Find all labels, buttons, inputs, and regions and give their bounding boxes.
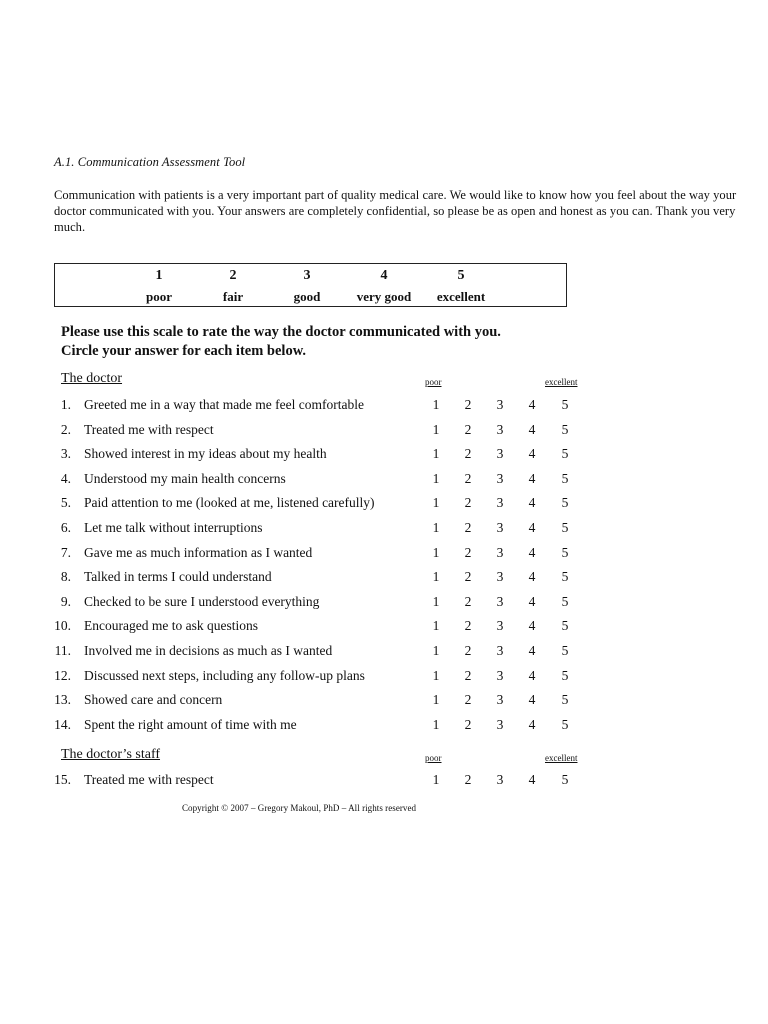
rating-option-3[interactable]: 3 xyxy=(496,446,504,462)
rating-option-1[interactable]: 1 xyxy=(432,667,440,683)
rating-option-3[interactable]: 3 xyxy=(496,397,504,412)
rating-option-4[interactable]: 4 xyxy=(528,569,536,585)
question-text: Talked in terms I could understand xyxy=(84,569,272,585)
rating-option-2[interactable]: 2 xyxy=(464,421,472,437)
rating-option-1[interactable]: 1 xyxy=(432,544,440,560)
section-title: The doctor xyxy=(61,371,123,386)
rating-option-3[interactable]: 3 xyxy=(496,593,504,609)
question-row xyxy=(0,569,768,589)
question-text: Paid attention to me (looked at me, listened carefully) xyxy=(84,495,375,511)
question-text: Understood my main health concerns xyxy=(84,470,286,486)
rating-option-5[interactable]: 5 xyxy=(561,643,569,658)
question-row xyxy=(0,643,768,663)
question-number: 3. xyxy=(60,446,71,462)
rating-option-4[interactable]: 4 xyxy=(528,470,536,486)
instruction-line-2: Circle your answer for each item below. xyxy=(61,343,306,359)
rating-option-1[interactable]: 1 xyxy=(432,470,440,486)
question-number: 6. xyxy=(60,520,71,535)
question-number: 8. xyxy=(60,569,71,585)
question-row xyxy=(0,520,768,540)
rating-option-1[interactable]: 1 xyxy=(432,716,440,732)
rating-option-4[interactable]: 4 xyxy=(528,544,536,560)
rating-option-1[interactable]: 1 xyxy=(432,421,440,437)
scale-value: 4 xyxy=(380,268,388,283)
question-text: Encouraged me to ask questions xyxy=(84,618,258,634)
rating-option-4[interactable]: 4 xyxy=(528,667,536,683)
scale-label: very good xyxy=(356,289,412,304)
rating-option-4[interactable]: 4 xyxy=(528,495,536,511)
question-row xyxy=(0,772,768,792)
scale-value: 5 xyxy=(457,268,465,283)
scale-label: good xyxy=(293,289,321,304)
rating-option-2[interactable]: 2 xyxy=(464,495,472,511)
question-number: 7. xyxy=(60,544,71,560)
question-number: 1. xyxy=(60,397,71,412)
rating-option-2[interactable]: 2 xyxy=(464,470,472,486)
rating-option-3[interactable]: 3 xyxy=(496,569,504,585)
rating-option-1[interactable]: 1 xyxy=(432,692,440,708)
question-number: 13. xyxy=(54,692,71,708)
rating-option-5[interactable]: 5 xyxy=(561,772,569,787)
poor-column-label: poor xyxy=(425,753,442,763)
rating-option-3[interactable]: 3 xyxy=(496,692,504,708)
question-text: Checked to be sure I understood everything xyxy=(84,593,320,609)
rating-option-1[interactable]: 1 xyxy=(432,569,440,585)
question-text: Spent the right amount of time with me xyxy=(84,716,297,732)
question-row xyxy=(0,422,768,442)
question-text: Gave me as much information as I wanted xyxy=(84,544,313,560)
rating-option-1[interactable]: 1 xyxy=(432,618,440,634)
rating-option-4[interactable]: 4 xyxy=(528,716,536,732)
rating-option-5[interactable]: 5 xyxy=(561,397,569,412)
rating-option-5[interactable]: 5 xyxy=(561,421,569,437)
rating-option-4[interactable]: 4 xyxy=(528,772,536,787)
question-text: Showed care and concern xyxy=(84,692,223,708)
rating-option-1[interactable]: 1 xyxy=(432,495,440,511)
question-row xyxy=(0,668,768,688)
question-text: Treated me with respect xyxy=(84,772,214,787)
rating-option-4[interactable]: 4 xyxy=(528,520,536,535)
question-row xyxy=(0,545,768,565)
rating-option-2[interactable]: 2 xyxy=(464,446,472,462)
rating-option-2[interactable]: 2 xyxy=(464,618,472,634)
rating-option-1[interactable]: 1 xyxy=(432,593,440,609)
rating-option-3[interactable]: 3 xyxy=(496,470,504,486)
question-text: Discussed next steps, including any follow-up plans xyxy=(84,667,365,683)
question-row xyxy=(0,618,768,638)
question-text: Showed interest in my ideas about my health xyxy=(84,446,327,462)
rating-option-3[interactable]: 3 xyxy=(496,520,504,535)
instruction-line-1: Please use this scale to rate the way the doctor communicated with you. xyxy=(61,324,501,340)
rating-option-1[interactable]: 1 xyxy=(432,643,440,658)
rating-option-2[interactable]: 2 xyxy=(464,692,472,708)
question-row xyxy=(0,397,768,417)
intro-paragraph: Communication with patients is a very important part of quality medical care. We would like to know how you feel about the way your doctor communicated with you. Your answers are completely confidential, so please be as open and honest as you can. Thank you very much. xyxy=(54,188,737,234)
scale-value: 1 xyxy=(155,268,163,283)
rating-option-5[interactable]: 5 xyxy=(561,716,569,732)
rating-option-4[interactable]: 4 xyxy=(528,643,536,658)
rating-option-3[interactable]: 3 xyxy=(496,667,504,683)
rating-option-5[interactable]: 5 xyxy=(561,618,569,634)
question-number: 9. xyxy=(60,593,71,609)
question-number: 12. xyxy=(54,667,71,683)
rating-option-2[interactable]: 2 xyxy=(464,569,472,585)
rating-option-4[interactable]: 4 xyxy=(528,421,536,437)
rating-option-1[interactable]: 1 xyxy=(432,520,440,535)
rating-option-5[interactable]: 5 xyxy=(561,470,569,486)
excellent-column-label: excellent xyxy=(545,753,578,763)
rating-option-3[interactable]: 3 xyxy=(496,495,504,511)
question-row xyxy=(0,495,768,515)
instructions xyxy=(61,323,501,361)
question-text: Let me talk without interruptions xyxy=(84,520,263,535)
rating-option-4[interactable]: 4 xyxy=(528,397,536,412)
rating-option-5[interactable]: 5 xyxy=(561,495,569,511)
question-row xyxy=(0,717,768,737)
question-text: Greeted me in a way that made me feel comfortable xyxy=(84,397,364,412)
question-number: 14. xyxy=(54,716,71,732)
rating-option-3[interactable]: 3 xyxy=(496,716,504,732)
rating-option-5[interactable]: 5 xyxy=(561,667,569,683)
rating-option-2[interactable]: 2 xyxy=(464,643,472,658)
question-number: 5. xyxy=(60,495,71,511)
question-number: 4. xyxy=(60,470,71,486)
rating-option-3[interactable]: 3 xyxy=(496,421,504,437)
rating-option-5[interactable]: 5 xyxy=(561,569,569,585)
question-row xyxy=(0,471,768,491)
question-number: 2. xyxy=(60,421,71,437)
section-title: The doctor’s staff xyxy=(61,747,161,762)
rating-option-3[interactable]: 3 xyxy=(496,544,504,560)
rating-scale-legend xyxy=(54,263,567,307)
rating-option-4[interactable]: 4 xyxy=(528,446,536,462)
rating-option-2[interactable]: 2 xyxy=(464,772,472,787)
rating-option-3[interactable]: 3 xyxy=(496,772,504,787)
rating-option-3[interactable]: 3 xyxy=(496,643,504,658)
scale-value: 2 xyxy=(229,268,237,283)
scale-label: excellent xyxy=(436,289,486,304)
scale-label: fair xyxy=(222,289,244,304)
document-heading: A.1. Communication Assessment Tool xyxy=(54,155,246,169)
excellent-column-label: excellent xyxy=(545,377,578,387)
question-number: 11. xyxy=(54,643,71,658)
rating-option-5[interactable]: 5 xyxy=(561,593,569,609)
rating-option-2[interactable]: 2 xyxy=(464,397,472,412)
rating-option-2[interactable]: 2 xyxy=(464,520,472,535)
rating-option-4[interactable]: 4 xyxy=(528,593,536,609)
poor-column-label: poor xyxy=(425,377,442,387)
rating-option-5[interactable]: 5 xyxy=(561,544,569,560)
question-text: Involved me in decisions as much as I wanted xyxy=(84,643,333,658)
rating-option-3[interactable]: 3 xyxy=(496,618,504,634)
rating-option-2[interactable]: 2 xyxy=(464,716,472,732)
rating-option-4[interactable]: 4 xyxy=(528,692,536,708)
rating-option-4[interactable]: 4 xyxy=(528,618,536,634)
scale-label: poor xyxy=(146,289,172,304)
rating-option-2[interactable]: 2 xyxy=(464,544,472,560)
scale-value: 3 xyxy=(303,268,311,283)
rating-option-5[interactable]: 5 xyxy=(561,692,569,708)
question-text: Treated me with respect xyxy=(84,421,214,437)
question-number: 10. xyxy=(54,618,71,634)
copyright-notice: Copyright © 2007 – Gregory Makoul, PhD – All rights reserved xyxy=(182,803,417,813)
question-number: 15. xyxy=(54,772,71,787)
rating-option-2[interactable]: 2 xyxy=(464,667,472,683)
question-row xyxy=(0,692,768,712)
question-row xyxy=(0,594,768,614)
question-row xyxy=(0,446,768,466)
rating-option-5[interactable]: 5 xyxy=(561,446,569,462)
rating-option-1[interactable]: 1 xyxy=(432,446,440,462)
rating-option-2[interactable]: 2 xyxy=(464,593,472,609)
rating-option-5[interactable]: 5 xyxy=(561,520,569,535)
rating-option-1[interactable]: 1 xyxy=(432,772,440,787)
rating-option-1[interactable]: 1 xyxy=(432,397,440,412)
